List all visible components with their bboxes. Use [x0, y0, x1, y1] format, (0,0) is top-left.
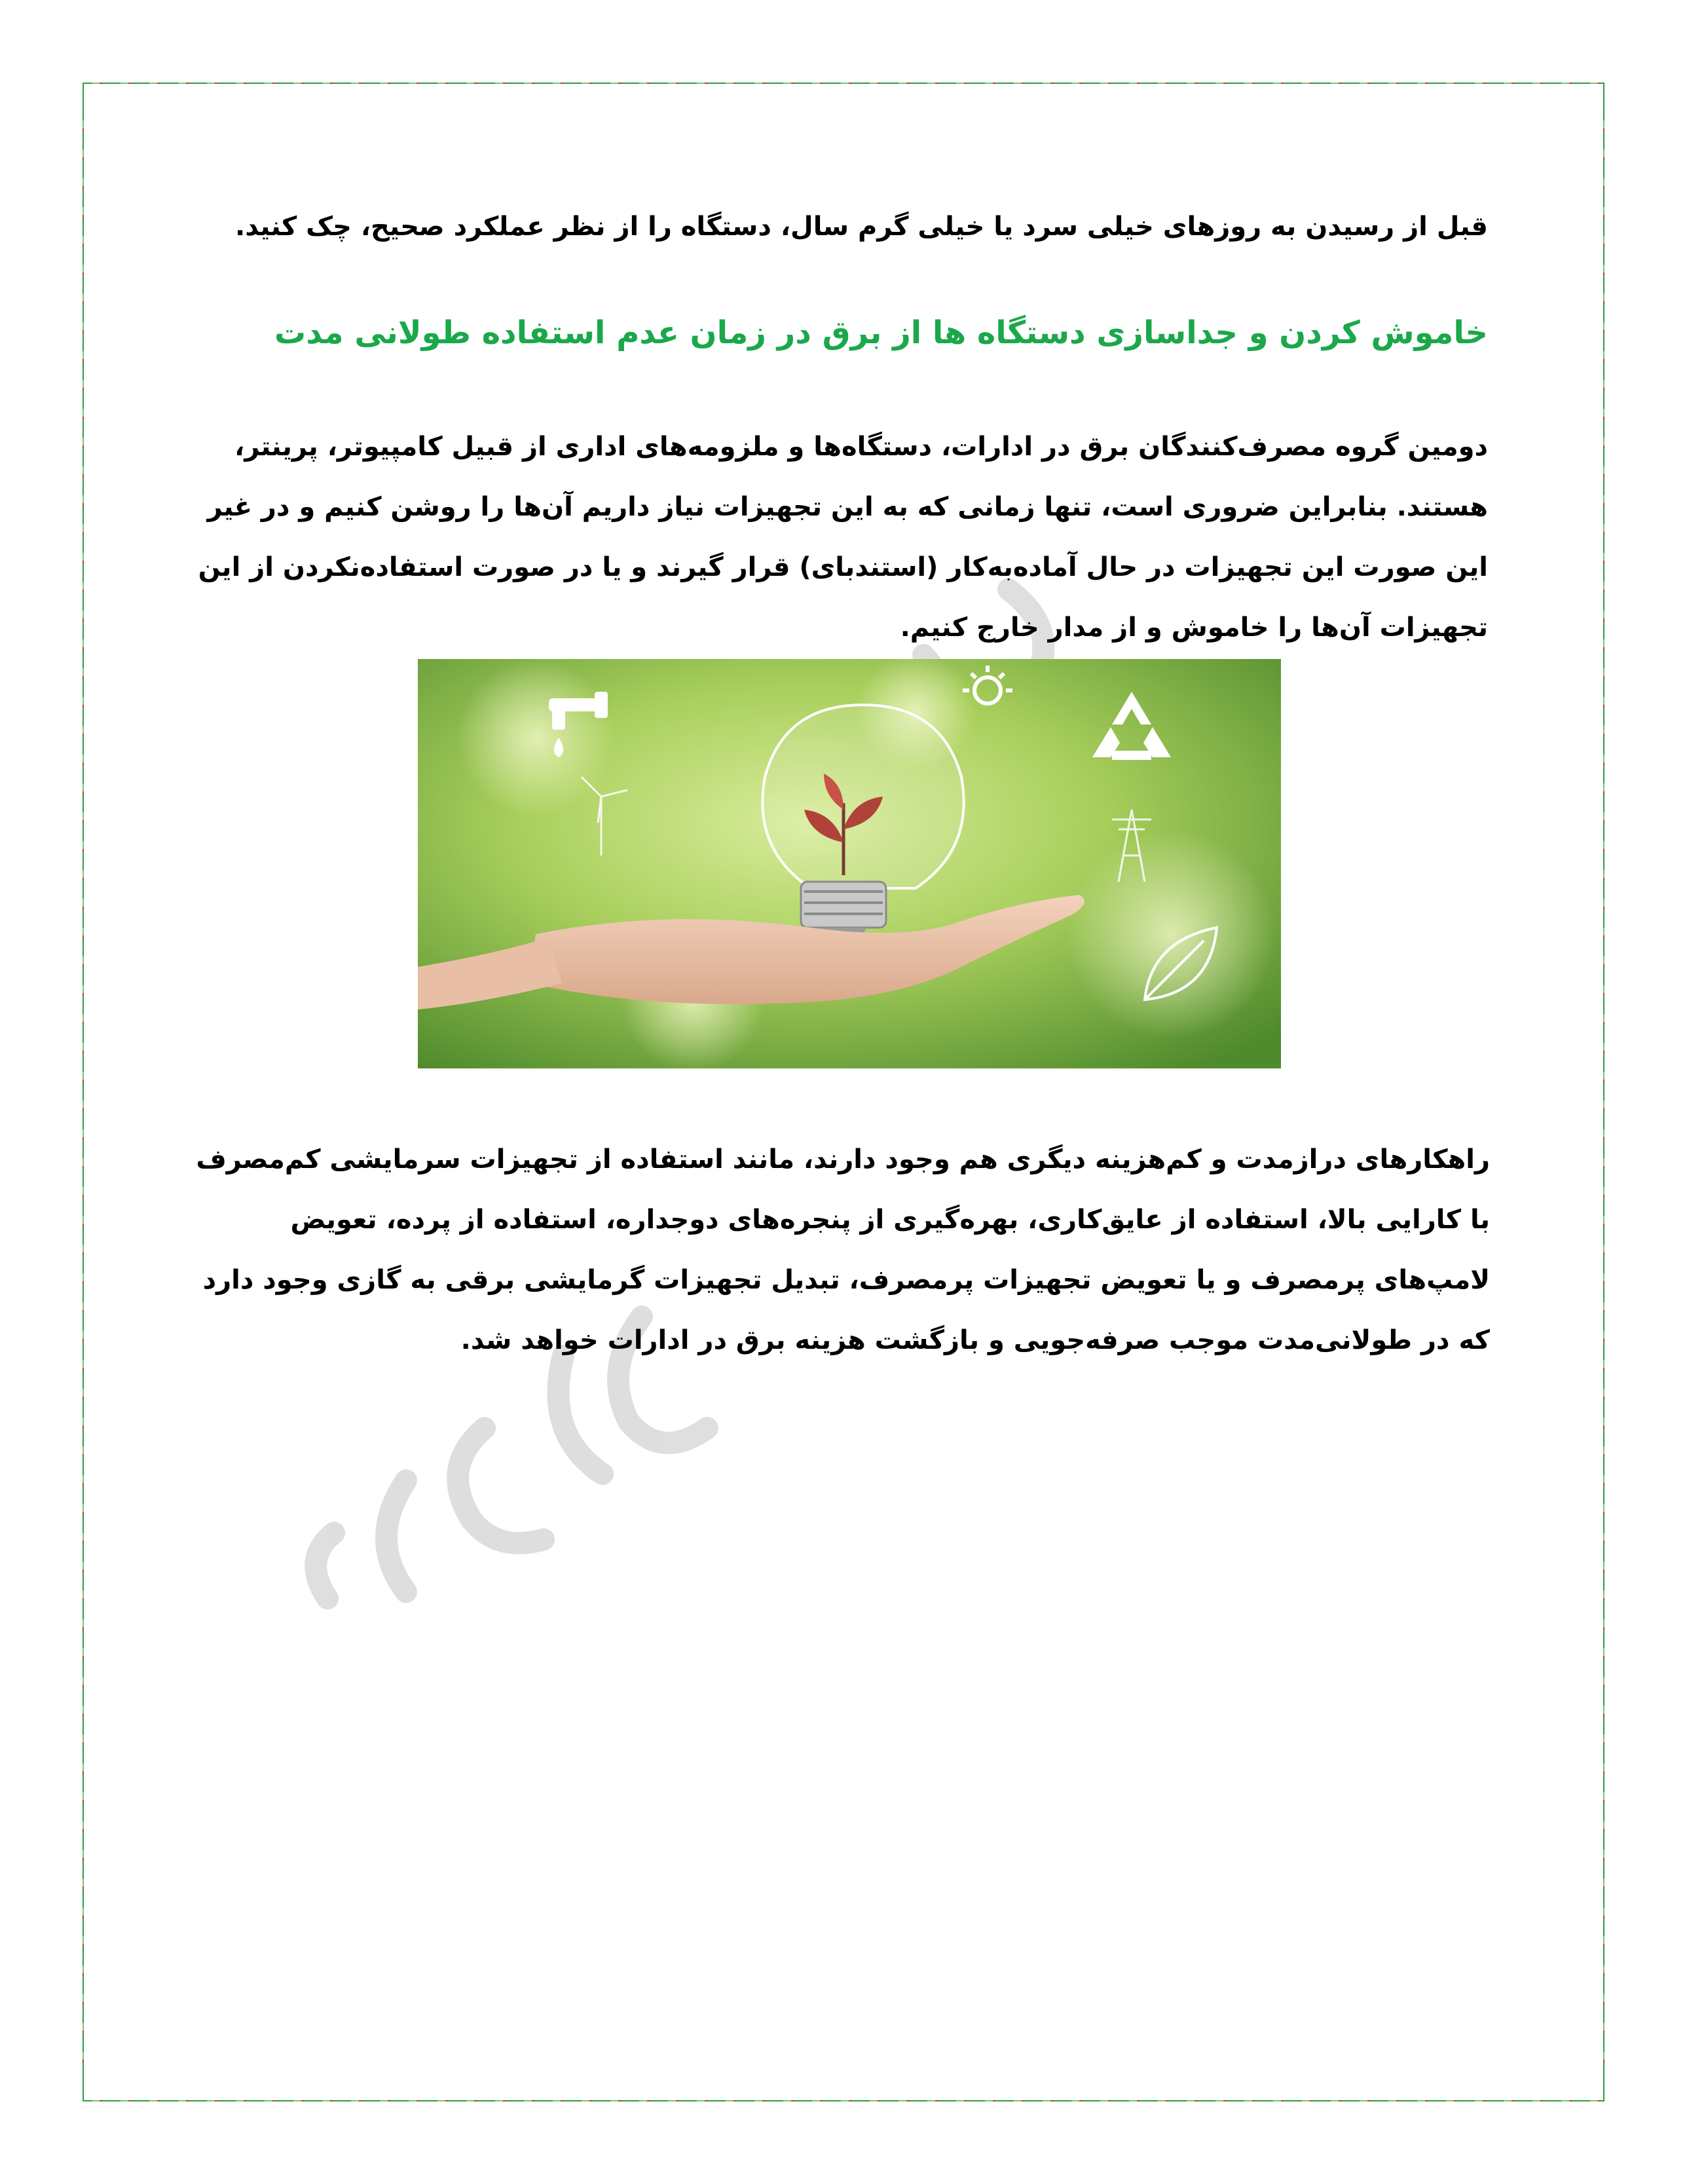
paragraph-devices: دومین گروه مصرف‌کنندگان برق در ادارات، دستگاه‌ها و ملزومه‌های اداری از قبیل کامپیوتر، پرینتر، هستند. بنابراین ضروری است، تنها زمانی که به این تجهیزات نیاز داریم آن‌ها را روشن کنیم و در غیر این صورت این تجهیزات در حال آماده‌به‌کار (استندبای) قرار گیرند و یا در صورت استفاده‌نکردن از این تجهیزات آن‌ها را خاموش و از مدار خارج کنیم. — [198, 432, 1488, 643]
paragraph-solutions: راهکارهای درازمدت و کم‌هزینه دیگری هم وجود دارند، مانند استفاده از تجهیزات سرمایشی کم‌مصرف با کارایی بالا، استفاده از عایق‌کاری، بهره‌گیری از پنجره‌های دوجداره، استفاده از پرده، تعویض لامپ‌های پرمصرف و یا تعویض تجهیزات پرمصرف، تبدیل تجهیزات گرمایشی برقی به گازی وجود دارد که در طولانی‌مدت موجب صرفه‌جویی و بازگشت هزینه برق در ادارات خواهد شد. — [196, 1144, 1490, 1355]
section-heading: خاموش کردن و جداسازی دستگاه ها از برق در زمان عدم استفاده طولانی مدت — [274, 314, 1488, 351]
energy-saving-photo — [418, 659, 1281, 1068]
paragraph-intro: قبل از رسیدن به روزهای خیلی سرد یا خیلی گرم سال، دستگاه را از نظر عملکرد صحیح، چک کنید. — [235, 212, 1488, 242]
page-content-area — [84, 84, 1603, 2100]
